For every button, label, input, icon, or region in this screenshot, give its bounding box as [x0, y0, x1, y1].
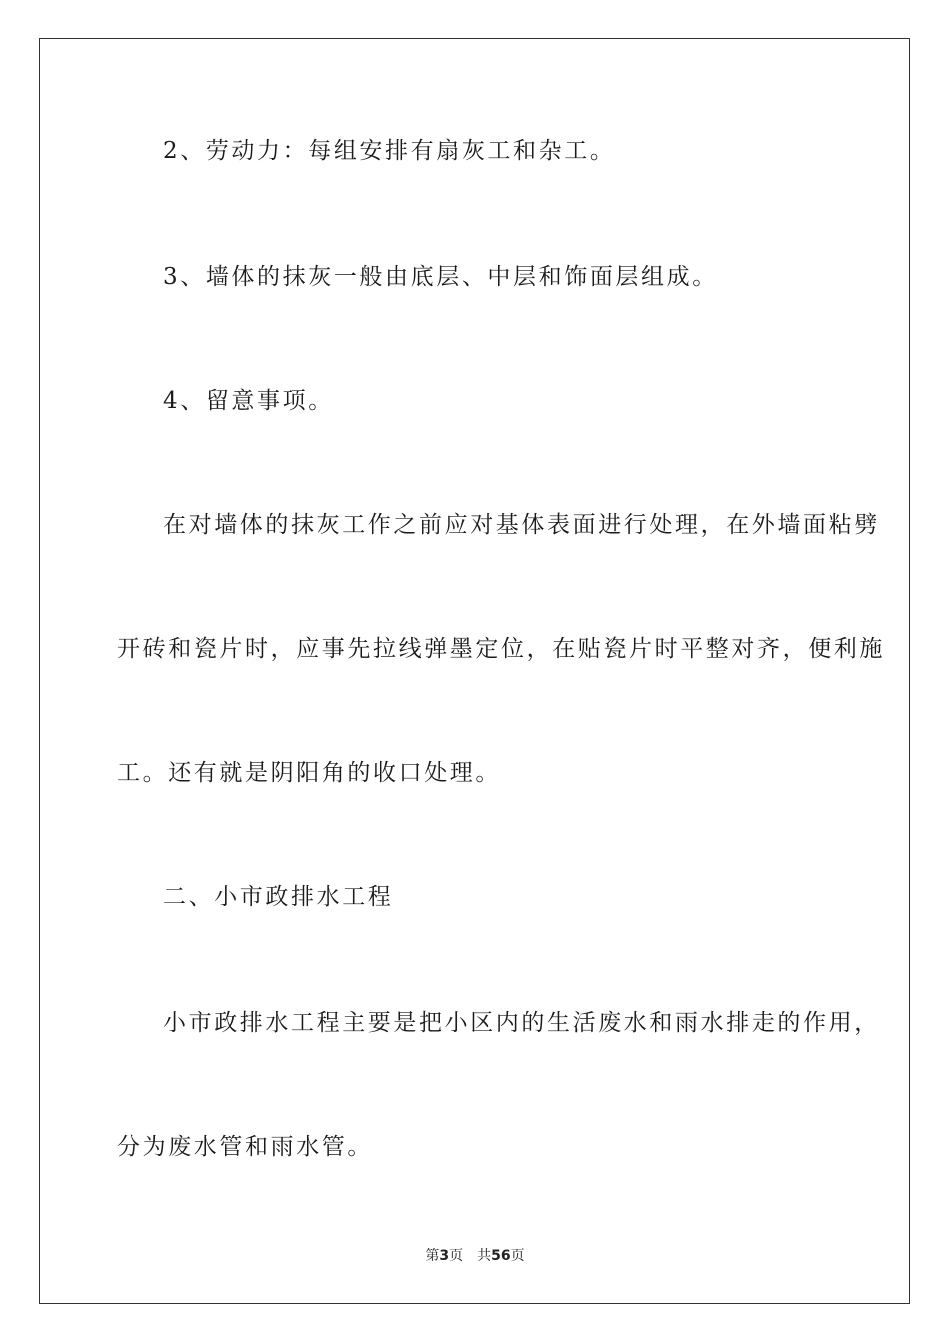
footer-page-suffix: 页 — [449, 1248, 464, 1264]
page-border — [39, 38, 910, 1304]
paragraph-labor: 2、劳动力：每组安排有扇灰工和杂工。 — [163, 138, 616, 164]
paragraph-notes-heading: 4、留意事项。 — [163, 388, 334, 414]
footer-total-prefix: 共 — [477, 1248, 492, 1264]
paragraph-surface-line-3: 工。还有就是阴阳角的收口处理。 — [117, 760, 501, 786]
paragraph-plaster-layers: 3、墙体的抹灰一般由底层、中层和饰面层组成。 — [163, 264, 718, 290]
footer-total-suffix: 页 — [510, 1248, 525, 1264]
footer-total-pages: 56 — [491, 1248, 511, 1264]
paragraph-drainage-line-1: 小市政排水工程主要是把小区内的生活废水和雨水排走的作用， — [163, 1010, 880, 1036]
paragraph-surface-line-1: 在对墙体的抹灰工作之前应对基体表面进行处理，在外墙面粘劈 — [163, 512, 880, 538]
section-heading-drainage: 二、小市政排水工程 — [163, 884, 394, 910]
footer-page-number: 3 — [439, 1248, 450, 1264]
page-footer — [0, 1246, 950, 1266]
paragraph-drainage-line-2: 分为废水管和雨水管。 — [117, 1134, 373, 1160]
paragraph-surface-line-2: 开砖和瓷片时，应事先拉线弹墨定位，在贴瓷片时平整对齐，便利施 — [117, 636, 885, 662]
footer-page-prefix: 第 — [425, 1248, 440, 1264]
